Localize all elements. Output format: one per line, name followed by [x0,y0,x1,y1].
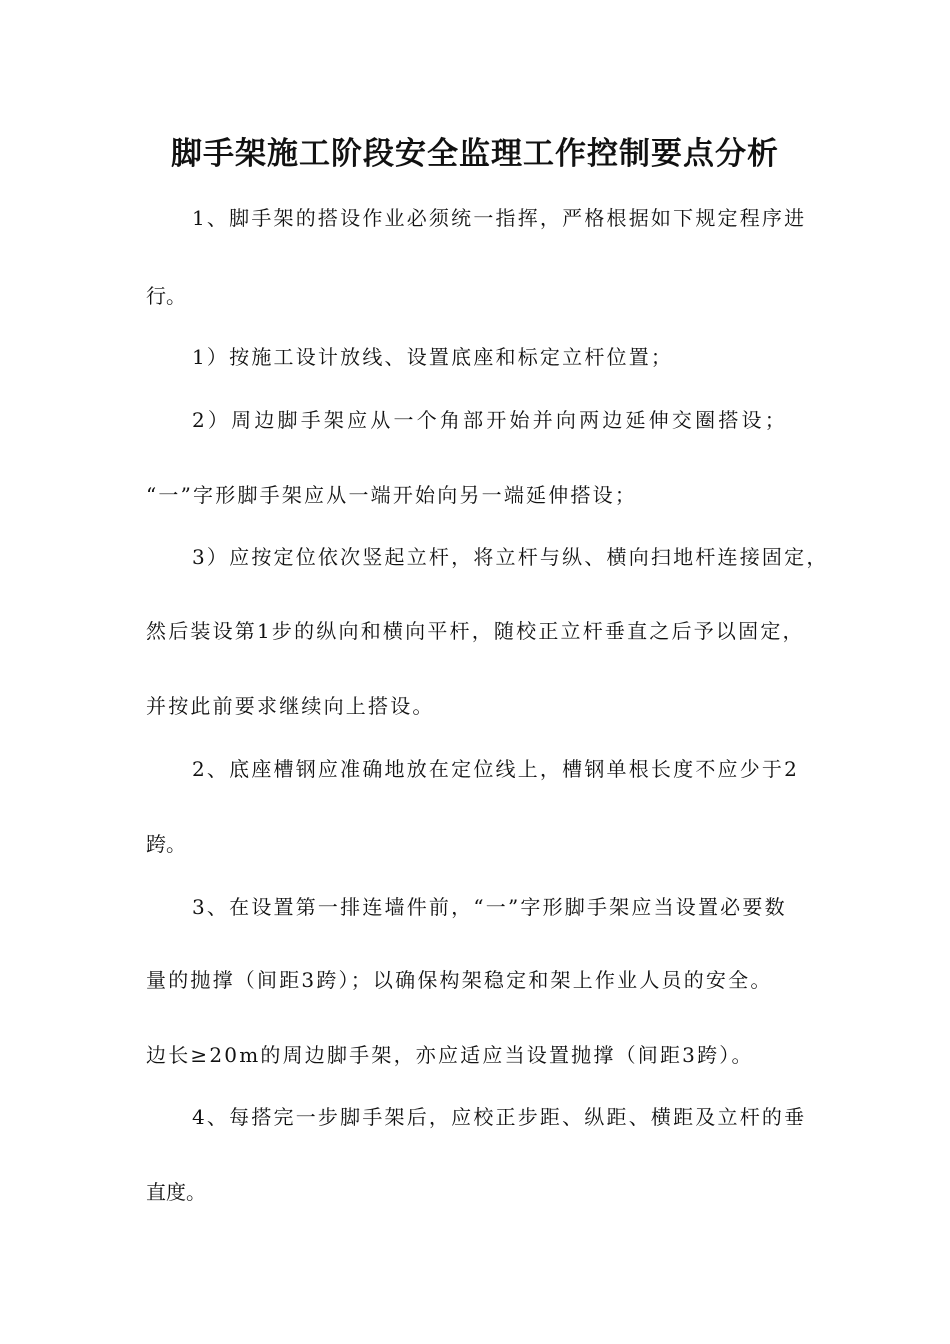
paragraph-2-line-1: 2、底座槽钢应准确地放在定位线上，槽钢单根长度不应少于2 [192,757,800,781]
paragraph-4-line-1: 4、每搭完一步脚手架后，应校正步距、纵距、横距及立杆的垂 [192,1105,807,1129]
paragraph-4-line-2: 直度。 [146,1180,206,1204]
paragraph-3-line-1: 3、在设置第一排连墙件前，“一”字形脚手架应当设置必要数 [192,895,787,919]
paragraph-3-line-2: 量的抛撑（间距3跨）；以确保构架稳定和架上作业人员的安全。 [146,968,773,992]
step-1-line: 1）按施工设计放线、设置底座和标定立杆位置； [192,345,674,369]
paragraph-1-line-2: 行。 [146,284,186,308]
paragraph-3-line-3: 边长≥20m的周边脚手架，亦应适应当设置抛撑（间距3跨）。 [146,1043,754,1067]
document-title: 脚手架施工阶段安全监理工作控制要点分析 [171,136,779,172]
step-3-line-2: 然后装设第1步的纵向和横向平杆，随校正立杆垂直之后予以固定， [146,619,805,643]
paragraph-1-line-1: 1、脚手架的搭设作业必须统一指挥，严格根据如下规定程序进 [192,206,807,230]
step-3-line-1: 3）应按定位依次竖起立杆，将立杆与纵、横向扫地杆连接固定， [192,545,829,569]
step-2-line-1: 2）周边脚手架应从一个角部开始并向两边延伸交圈搭设； [192,408,788,432]
step-2-line-2: “一”字形脚手架应从一端开始向另一端延伸搭设； [146,483,638,507]
step-3-line-3: 并按此前要求继续向上搭设。 [146,694,435,718]
paragraph-2-line-2: 跨。 [146,832,186,856]
